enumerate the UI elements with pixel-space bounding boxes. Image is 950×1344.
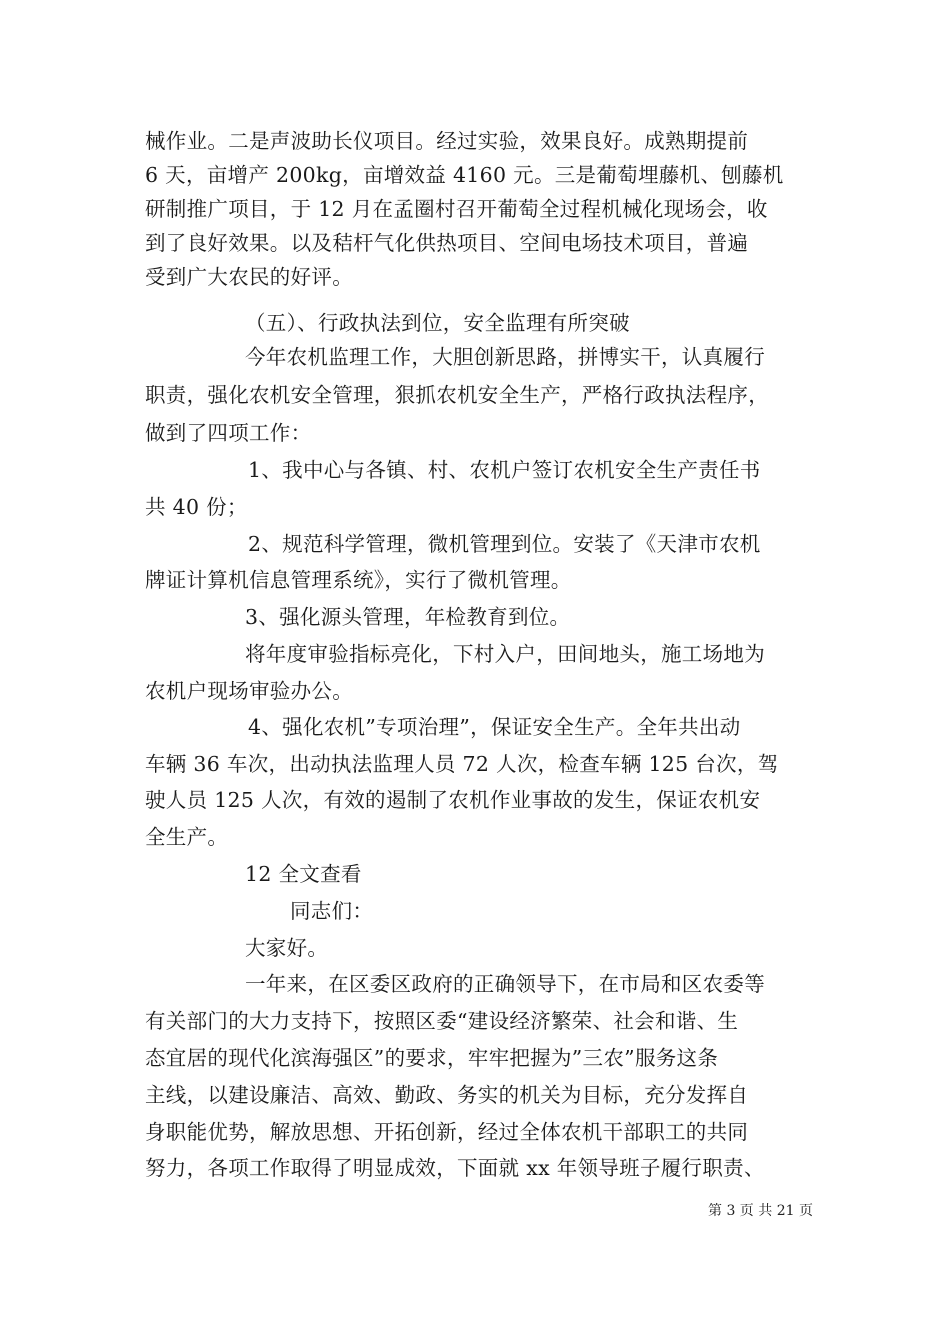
list-item: 4、强化农机”专项治理”，保证安全生产。全年共出动	[248, 715, 741, 739]
text-line: 做到了四项工作：	[145, 421, 312, 445]
text-line: 主线，以建设廉洁、高效、勤政、务实的机关为目标，充分发挥自	[145, 1083, 749, 1107]
text-line: 将年度审验指标亮化，下村入户，田间地头，施工场地为	[245, 642, 765, 666]
list-item: 3、强化源头管理，年检教育到位。	[245, 605, 571, 629]
text-line: 今年农机监理工作，大胆创新思路，拼博实干，认真履行	[245, 345, 765, 369]
text-line: 共 40 份；	[145, 495, 248, 519]
text-line: 农机户现场审验办公。	[145, 679, 353, 703]
text-line: 一年来，在区委区政府的正确领导下，在市局和区农委等	[245, 972, 765, 996]
text-line: 6 天，亩增产 200kg，亩增效益 4160 元。三是葡萄埋藤机、刨藤机	[145, 163, 784, 187]
text-line: 牌证计算机信息管理系统》，实行了微机管理。	[145, 568, 572, 592]
text-line: 车辆 36 车次，出动执法监理人员 72 人次，检查车辆 125 台次，驾	[145, 752, 779, 776]
page-number: 第 3 页 共 21 页	[708, 1203, 813, 1219]
view-full-text: 12 全文查看	[245, 862, 362, 886]
salutation: 同志们：	[290, 899, 374, 923]
text-line: 职责，强化农机安全管理，狠抓农机安全生产，严格行政执法程序，	[145, 383, 769, 407]
section-heading: （五）、行政执法到位，安全监理有所突破	[245, 311, 630, 335]
list-item: 1、我中心与各镇、村、农机户签订农机安全生产责任书	[248, 458, 761, 482]
text-line: 到了良好效果。以及秸杆气化供热项目、空间电场技术项目，普遍	[145, 231, 749, 255]
text-line: 态宜居的现代化滨海强区”的要求，牢牢把握为”三农”服务这条	[145, 1046, 719, 1070]
greeting: 大家好。	[245, 936, 329, 960]
text-line: 身职能优势，解放思想、开拓创新，经过全体农机干部职工的共同	[145, 1120, 749, 1144]
text-line: 驶人员 125 人次，有效的遏制了农机作业事故的发生，保证农机安	[145, 788, 761, 812]
list-item: 2、规范科学管理，微机管理到位。安装了《天津市农机	[248, 532, 761, 556]
text-line: 研制推广项目，于 12 月在孟圈村召开葡萄全过程机械化现场会，收	[145, 197, 768, 221]
text-line: 努力，各项工作取得了明显成效，下面就 xx 年领导班子履行职责、	[145, 1156, 765, 1180]
text-line: 械作业。二是声波助长仪项目。经过实验，效果良好。成熟期提前	[145, 129, 749, 153]
text-line: 全生产。	[145, 825, 229, 849]
text-line: 受到广大农民的好评。	[145, 265, 353, 289]
text-line: 有关部门的大力支持下，按照区委“建设经济繁荣、社会和谐、生	[145, 1009, 739, 1033]
